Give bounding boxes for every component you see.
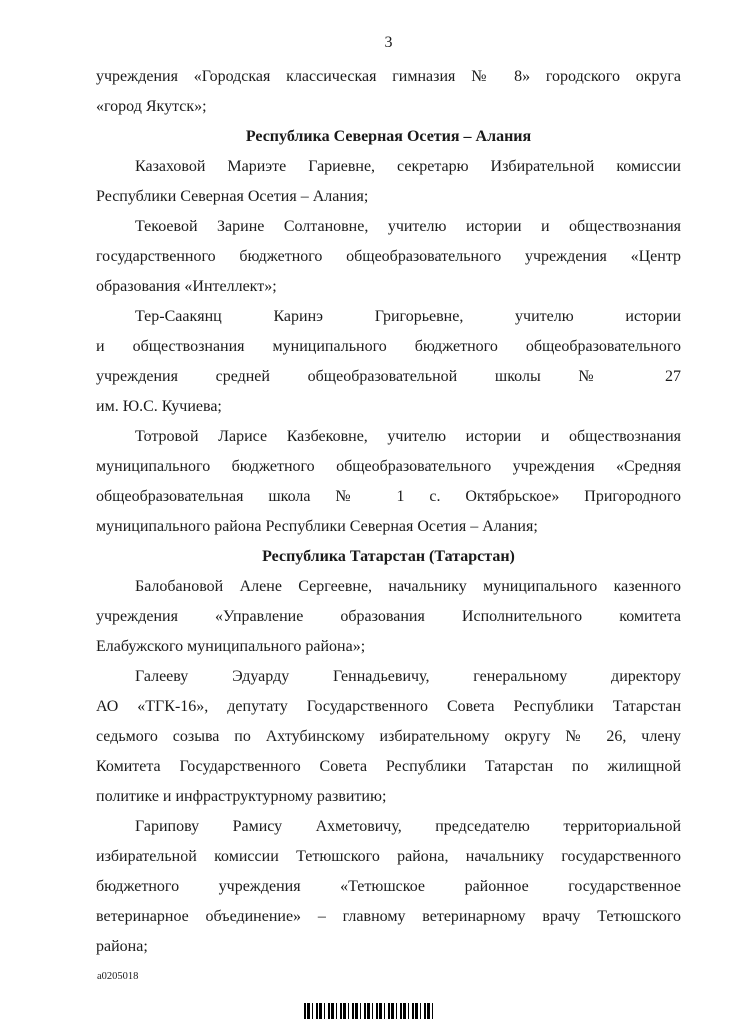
text-line: общеобразовательная школа № 1 с. Октябрьское» Пригородного: [96, 488, 681, 505]
text-line: ветеринарное объединение» – главному ветеринарному врачу Тетюшского: [96, 908, 681, 925]
text-line: им. Ю.С. Кучиева;: [96, 398, 222, 415]
text-line: Текоевой Зарине Солтановне, учителю истории и обществознания: [135, 218, 681, 235]
text-line: политике и инфраструктурному развитию;: [96, 788, 387, 805]
page-number: 3: [384, 34, 393, 51]
barcode-icon: [304, 1003, 434, 1019]
text-line: Галееву Эдуарду Геннадьевичу, генеральному директору: [135, 668, 681, 685]
text-line: учреждения «Управление образования Исполнительного комитета: [96, 608, 681, 625]
text-line: Балобановой Алене Сергеевне, начальнику муниципального казенного: [135, 578, 681, 595]
text-line: «город Якутск»;: [96, 98, 207, 115]
document-code: a0205018: [97, 971, 139, 982]
text-line: Елабужского муниципального района»;: [96, 638, 366, 655]
text-line: избирательной комиссии Тетюшского района, начальнику государственного: [96, 848, 681, 865]
text-line: учреждения «Городская классическая гимназия № 8» городского округа: [96, 68, 681, 85]
paragraph-tekoeva: [96, 212, 681, 302]
paragraph-balobanova: [96, 572, 681, 662]
text-line: муниципального бюджетного общеобразовательного учреждения «Средняя: [96, 458, 681, 475]
paragraph-garipov: [96, 812, 681, 962]
text-line: Казаховой Мариэте Гариевне, секретарю Избирательной комиссии: [135, 158, 681, 175]
text-line: Тотровой Ларисе Казбековне, учителю истории и обществознания: [135, 428, 681, 445]
text-line: АО «ТГК-16», депутату Государственного Совета Республики Татарстан: [96, 698, 681, 715]
text-line: государственного бюджетного общеобразовательного учреждения «Центр: [96, 248, 681, 265]
paragraph-ter-saakyants: [96, 302, 681, 422]
paragraph-galeev: [96, 662, 681, 812]
text-line: Тер-Саакянц Каринэ Григорьевне, учителю истории: [135, 308, 681, 325]
heading-north-ossetia: Республика Северная Осетия – Алания: [245, 128, 532, 145]
paragraph-kazakhova: [96, 152, 681, 212]
text-line: района;: [96, 938, 148, 955]
heading-tatarstan: Республика Татарстан (Татарстан): [262, 548, 515, 565]
text-line: и обществознания муниципального бюджетного общеобразовательного: [96, 338, 681, 355]
text-line: учреждения средней общеобразовательной школы № 27: [96, 368, 681, 385]
text-line: образования «Интеллект»;: [96, 278, 277, 295]
document-body: [96, 62, 681, 962]
text-line: Гарипову Рамису Ахметовичу, председателю территориальной: [135, 818, 681, 835]
text-line: бюджетного учреждения «Тетюшское районное государственное: [96, 878, 681, 895]
text-line: муниципального района Республики Северная Осетия – Алания;: [96, 518, 538, 535]
text-line: седьмого созыва по Ахтубинскому избирательному округу № 26, члену: [96, 728, 681, 745]
text-line: Республики Северная Осетия – Алания;: [96, 188, 369, 205]
text-line: Комитета Государственного Совета Республики Татарстан по жилищной: [96, 758, 681, 775]
paragraph-continuation: [96, 62, 681, 122]
paragraph-totrova: [96, 422, 681, 542]
